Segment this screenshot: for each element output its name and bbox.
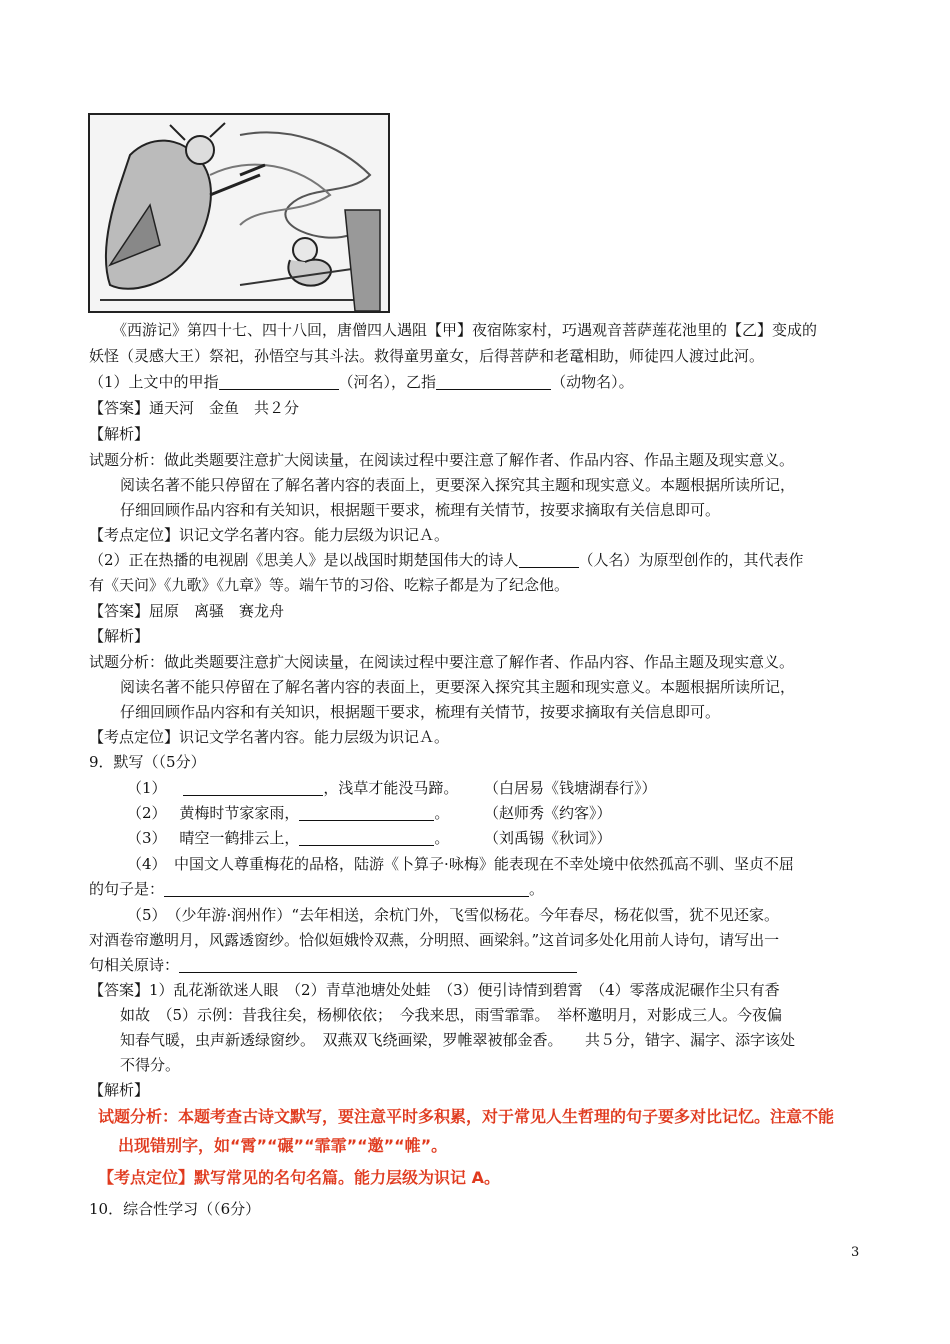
q9-line-1	[127, 777, 458, 799]
q8-intro-line-1: 《西游记》第四十七、四十八回，唐僧四人遇阻【甲】夜宿陈家村，巧遇观音菩萨莲花池里的【乙】变成的	[112, 321, 818, 339]
answer-blank-poet[interactable]	[519, 551, 579, 568]
q9-answer-line-3: 知春气暖，虫声新透绿窗纱。 双燕双飞绕画梁，罗帷翠被郁金香。 共５分，错字、漏字、添字该处	[120, 1031, 796, 1049]
red-kaodian-line: 【考点定位】默写常见的名句名篇。能力层级为识记 A。	[98, 1168, 500, 1187]
red-analysis-line-2: 出现错别字，如“霄”“碾”“霏霏”“邀”“帷”。	[118, 1136, 448, 1155]
q9-line-2	[127, 802, 449, 824]
q9-line-2-end: 。	[434, 804, 450, 822]
q8-part2-text: （2）正在热播的电视剧《思美人》是以战国时期楚国伟大的诗人	[89, 551, 519, 569]
analysis-line-1b: 试题分析：做此类题要注意扩大阅读量，在阅读过程中要注意了解作者、作品内容、作品主题及现实意义。	[89, 653, 795, 671]
kaodian-line-2: 【考点定位】识记文学名著内容。能力层级为识记Ａ。	[89, 728, 450, 746]
q8-part1-end: （动物名）。	[551, 373, 634, 391]
analysis-heading-2: 【解析】	[89, 627, 150, 645]
q9-answer-line-4: 不得分。	[120, 1056, 181, 1074]
answer-blank-jia[interactable]	[219, 373, 339, 390]
q9-line-1-source: （白居易《钱塘湖春行》）	[484, 779, 657, 797]
q8-part2-line-2: 有《天问》《九歌》《九章》等。端午节的习俗、吃粽子都是为了纪念他。	[89, 576, 570, 594]
q9-line-3-num: （3）	[127, 829, 167, 847]
answer-blank-yi[interactable]	[436, 373, 551, 390]
analysis-line-3b: 仔细回顾作品内容和有关知识，根据题干要求，梳理有关情节，按要求摘取有关信息即可。	[120, 703, 721, 721]
q8-part2-text-b: （人名）为原型创作的，其代表作	[578, 551, 804, 569]
analysis-heading: 【解析】	[89, 425, 150, 443]
q9-line-2-text: 黄梅时节家家雨，	[179, 804, 300, 822]
q9-line-4b-text: 的句子是：	[89, 880, 165, 898]
q9-line-1-text: ，浅草才能没马蹄。	[323, 779, 459, 797]
q9-line-2-num: （2）	[127, 804, 167, 822]
q9-line-3-end: 。	[434, 829, 450, 847]
q8-part1-mid: （河名），乙指	[338, 373, 437, 391]
q9-line-3	[127, 827, 449, 849]
illustration	[88, 113, 390, 313]
q9-answer-line-2: 如故 （5）示例：昔我往矣，杨柳依依； 今我来思，雨雪霏霏。 举杯邀明月，对影成三人。今夜偏	[120, 1006, 783, 1024]
kaodian-line: 【考点定位】识记文学名著内容。能力层级为识记Ａ。	[89, 526, 450, 544]
q9-line-3-text: 晴空一鹤排云上，	[179, 829, 300, 847]
analysis-line-2: 阅读名著不能只停留在了解名著内容的表面上，更要深入探究其主题和现实意义。本题根据所读所记，	[120, 476, 796, 494]
q9-title: 9．默写（（5分）	[89, 753, 206, 771]
q8-part2-prompt	[89, 549, 804, 571]
q9-line-4-end: 。	[529, 880, 545, 898]
answer-blank-9-3[interactable]	[299, 829, 434, 846]
analysis-heading-3: 【解析】	[89, 1081, 150, 1099]
q9-line-2-source: （赵师秀《约客》）	[484, 804, 612, 822]
q8-answer-2: 【答案】屈原 离骚 赛龙舟	[89, 602, 285, 620]
q9-line-4b	[89, 878, 544, 900]
q9-line-5c-text: 句相关原诗：	[89, 956, 180, 974]
q9-line-5c	[89, 954, 577, 976]
q10-title: 10．综合性学习（（6分）	[89, 1200, 261, 1218]
q9-line-3-source: （刘禹锡《秋词》）	[484, 829, 612, 847]
analysis-line-2b: 阅读名著不能只停留在了解名著内容的表面上，更要深入探究其主题和现实意义。本题根据所读所记，	[120, 678, 796, 696]
q9-line-5a: （5） （少年游·润州作）“去年相送，余杭门外，飞雪似杨花。今年春尽，杨花似雪，犹不见还家。	[127, 906, 779, 924]
q9-answer-line-1: 【答案】1）乱花渐欲迷人眼 （2）青草池塘处处蛙 （3）便引诗情到碧霄 （4）零落成泥碾作尘只有香	[89, 981, 780, 999]
q8-part1-label: （1）上文中的甲指	[89, 373, 219, 391]
q8-part1-prompt	[89, 371, 634, 393]
q9-line-1-num: （1）	[127, 779, 167, 797]
answer-blank-9-4[interactable]	[164, 880, 529, 897]
q9-line-5b: 对酒卷帘邀明月，风露透窗纱。恰似姮娥怜双燕，分明照、画梁斜。”这首词多处化用前人诗句，请写出一	[89, 931, 780, 949]
answer-blank-9-2[interactable]	[299, 804, 434, 821]
analysis-line-3: 仔细回顾作品内容和有关知识，根据题干要求，梳理有关情节，按要求摘取有关信息即可。	[120, 501, 721, 519]
analysis-line-1: 试题分析：做此类题要注意扩大阅读量，在阅读过程中要注意了解作者、作品内容、作品主题及现实意义。	[89, 451, 795, 469]
q8-answer-1: 【答案】通天河 金鱼 共２分	[89, 399, 300, 417]
answer-blank-9-1[interactable]	[183, 779, 323, 796]
q9-line-4a: （4） 中国文人尊重梅花的品格，陆游《卜算子·咏梅》能表现在不幸处境中依然孤高不驯、坚贞不屈	[127, 855, 794, 873]
answer-blank-9-5[interactable]	[179, 956, 577, 973]
red-analysis-line-1: 试题分析：本题考查古诗文默写，要注意平时多积累，对于常见人生哲理的句子要多对比记忆。注意不能	[98, 1107, 835, 1126]
woodcut-illustration-icon	[90, 115, 388, 311]
q8-intro-line-2: 妖怪（灵感大王）祭祀，孙悟空与其斗法。救得童男童女，后得菩萨和老鼋相助，师徒四人渡过此河。	[89, 347, 765, 365]
page-number: 3	[851, 1245, 860, 1260]
